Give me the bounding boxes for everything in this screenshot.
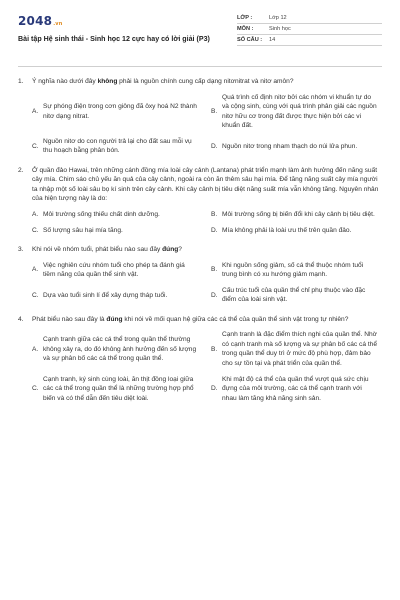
answer-option[interactable]	[211, 137, 382, 156]
option-text: Mía không phải là loài ưu thế trên quần đảo.	[222, 226, 352, 234]
answer-option[interactable]	[32, 261, 203, 280]
meta-row	[237, 24, 382, 35]
option-text: Cạnh tranh, ký sinh cùng loài, ăn thịt đồng loại giữa các cá thể trong quần thể là những trường hợp phổ biến và có thể dẫn đến tiêu diệt loài.	[43, 375, 194, 402]
answer-option[interactable]	[32, 286, 203, 305]
answer-option[interactable]	[211, 93, 382, 131]
option-text: Môi trường sống bị biến đổi khi cây cảnh bị tiêu diệt.	[222, 211, 375, 219]
question-stem-emphasis: đúng	[162, 246, 179, 254]
meta-value: 14	[269, 36, 276, 43]
meta-table	[237, 13, 382, 66]
header	[18, 0, 382, 66]
option-text: Sự phóng điện trong cơn giông đã ôxy hoá N2 thành nitơ dạng nitrat.	[43, 103, 197, 120]
option-text: Nguồn nitơ do con người trả lại cho đất sau mỗi vụ thu hoạch bằng phân bón.	[43, 137, 192, 155]
question-text	[18, 315, 382, 325]
question-stem	[32, 315, 382, 325]
answer-option[interactable]	[211, 226, 382, 236]
option-text: Dựa vào tuổi sinh lí để xây dựng tháp tuổi.	[43, 291, 168, 299]
answer-options	[18, 330, 382, 403]
question-text	[18, 245, 382, 255]
option-text: Cạnh tranh là đặc điểm thích nghi của quần thể. Nhờ có cạnh tranh mà số lượng và sự phân bố các cá thể trong quần thể duy trì ở mức độ phù hợp, đảm bảo cho sự tồn tại và phát triển của quần thể.	[222, 331, 378, 368]
answer-option[interactable]	[211, 330, 382, 368]
option-text: Khi nguồn sống giảm, số cá thể thuộc nhóm tuổi trung bình có xu hướng giảm mạnh.	[222, 261, 364, 279]
answer-option[interactable]	[211, 286, 382, 305]
header-divider	[18, 66, 382, 67]
option-letter: D.	[211, 142, 218, 150]
option-letter: A.	[32, 211, 39, 219]
option-text: Số lượng sâu hại mía tăng.	[43, 226, 123, 234]
answer-option[interactable]	[211, 375, 382, 404]
question-stem-post: phải là nguồn chính cung cấp dạng nitơnitrat và nitơ amôn?	[117, 78, 294, 85]
meta-key: SỐ CÂU :	[237, 36, 263, 43]
page-title: Bài tập Hệ sinh thái - Sinh học 12 cực hay có lời giải (P3)	[18, 35, 210, 44]
question-stem	[32, 245, 382, 255]
question-stem-post: khi nói về mối quan hệ giữa các cá thể của quần thể sinh vật trong tự nhiên?	[122, 315, 349, 323]
question-number: 4.	[18, 315, 24, 323]
question-stem-emphasis: đúng	[106, 315, 123, 323]
answer-option[interactable]	[211, 261, 382, 280]
site-logo[interactable]	[18, 13, 233, 30]
answer-option[interactable]	[32, 226, 203, 236]
question-stem-pre: Ở quần đảo Hawai, trên những cánh đồng mía loài cây cảnh (Lantana) phát triển mạnh làm ảnh hưởng đến năng suất cây mía. Chim sáo chủ yếu ăn quả của cây cảnh, ngoài ra còn ăn thêm sâu hại mía. Để tăng năng suất cây mía người ta nhập một số loài sâu bọ kí sinh trên cây cảnh. Khi cây cảnh bị tiêu diệt năng suất mía vẫn không tăng. Nguyên nhân của hiện tượng này là do:	[32, 166, 379, 203]
meta-key: MÔN :	[237, 25, 254, 32]
question-stem-pre: Ý nghĩa nào dưới đây	[32, 78, 98, 85]
option-text: Cấu trúc tuổi của quần thể chỉ phụ thuộc vào đặc điểm của loài sinh vật.	[222, 286, 366, 304]
option-letter: A.	[32, 107, 39, 115]
answer-option[interactable]	[32, 137, 203, 156]
meta-value: Sinh học	[269, 25, 291, 32]
option-text: Môi trường sống thiếu chất dinh dưỡng.	[43, 211, 160, 219]
option-letter: C.	[32, 226, 39, 234]
meta-value: Lớp 12	[269, 14, 287, 21]
option-text: Quá trình cố định nitơ bởi các nhóm vi khuẩn tự do và cộng sinh, cùng với quá trình phân giải các nguồn nitơ hữu cơ trong đất được thực hiện bởi các vi khuẩn đất.	[222, 93, 377, 130]
answer-option[interactable]	[211, 210, 382, 220]
logo-main: 2048	[18, 14, 53, 28]
question	[18, 245, 382, 305]
option-text: Khi mật độ cá thể của quần thể vượt quá sức chịu đựng của môi trường, các cá thể cạnh tranh với nhau làm tăng khả năng sinh sản.	[222, 375, 369, 402]
question-stem-pre: Khi nói về nhóm tuổi, phát biểu nào sau đây	[32, 246, 163, 254]
logo-suffix: .vn	[53, 21, 63, 27]
question-stem-emphasis: không	[97, 78, 118, 85]
option-letter: B.	[211, 211, 218, 219]
option-letter: B.	[211, 266, 218, 274]
option-text: Việc nghiên cứu nhóm tuổi cho phép ta đánh giá tiềm năng của quần thể sinh vật.	[43, 261, 185, 279]
brand-block	[18, 13, 233, 66]
option-letter: C.	[32, 291, 39, 299]
question-list	[18, 77, 382, 403]
meta-key: LỚP :	[237, 14, 253, 21]
question-stem	[32, 166, 382, 204]
option-letter: D.	[211, 385, 218, 393]
question	[18, 77, 382, 156]
question-text	[18, 166, 382, 204]
meta-row	[237, 13, 382, 24]
question-number: 2.	[18, 166, 24, 174]
option-text: Cạnh tranh giữa các cá thể trong quần thể thường không xảy ra, do đó không ảnh hưởng đến số lượng và sự phân bố các cá thể trong quần thể.	[43, 336, 197, 363]
option-letter: D.	[211, 226, 218, 234]
option-letter: C.	[32, 142, 39, 150]
question-stem	[32, 77, 382, 87]
question-stem-pre: Phát biểu nào sau đây là	[32, 315, 107, 323]
answer-option[interactable]	[32, 93, 203, 131]
option-letter: B.	[211, 107, 218, 115]
question-number: 3.	[18, 246, 24, 254]
answer-option[interactable]	[32, 210, 203, 220]
question-text	[18, 77, 382, 87]
question	[18, 315, 382, 403]
question-number: 1.	[18, 78, 24, 85]
option-text: Nguồn nitơ trong nham thạch do núi lửa phun.	[222, 142, 358, 150]
option-letter: A.	[32, 266, 39, 274]
option-letter: D.	[211, 291, 218, 299]
question	[18, 166, 382, 235]
question-stem-post: ?	[178, 246, 182, 254]
answer-option[interactable]	[32, 330, 203, 368]
option-letter: C.	[32, 385, 39, 393]
answer-options	[18, 261, 382, 305]
meta-row	[237, 35, 382, 46]
option-letter: A.	[32, 345, 39, 353]
answer-option[interactable]	[32, 375, 203, 404]
answer-options	[18, 210, 382, 235]
answer-options	[18, 93, 382, 156]
option-letter: B.	[211, 345, 218, 353]
